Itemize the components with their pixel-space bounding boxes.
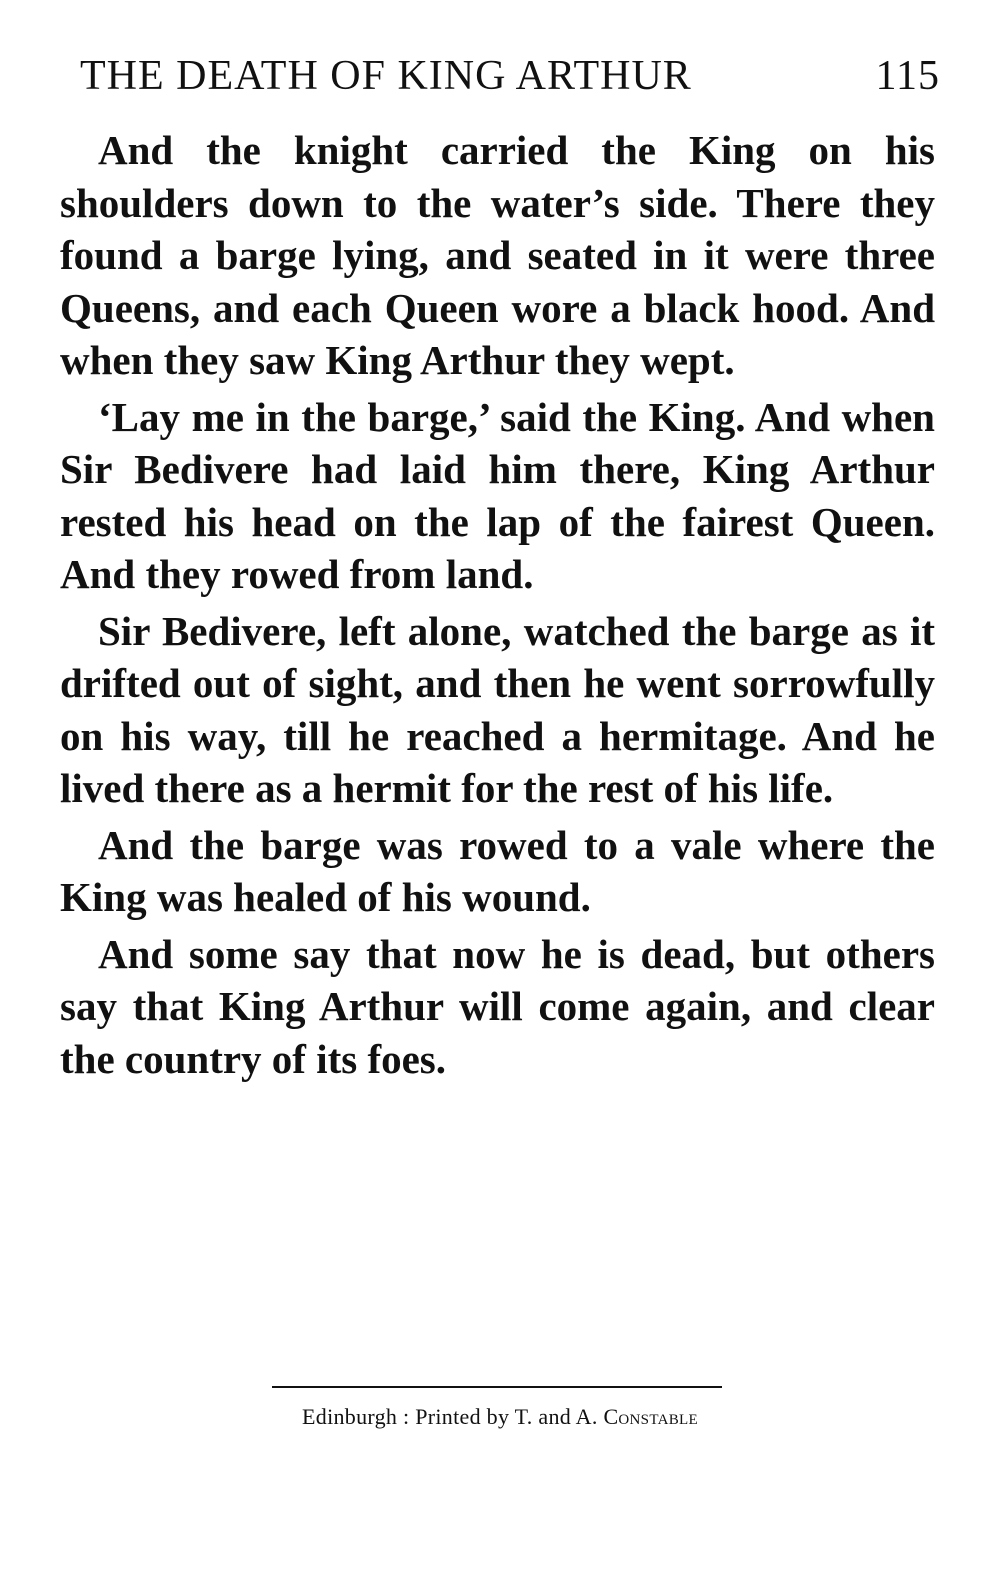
running-head (60, 52, 940, 108)
paragraph: And some say that now he is dead, but others say that King Arthur will come again, and clear the country of its foes. (60, 930, 935, 1082)
paragraph: And the barge was rowed to a vale where the King was healed of his wound. (60, 821, 935, 920)
paragraph: And the knight carried the King on his shoulders down to the water’s side. There they found a barge lying, and seated in it were three Queens, and each Queen wore a black hood. And when they saw King Arthur they wept. (60, 127, 935, 383)
page-number: 115 (875, 53, 940, 99)
printer-imprint (0, 1404, 1000, 1430)
imprint-prefix: Edinburgh : Printed by T. and A. (302, 1404, 598, 1429)
paragraph: Sir Bedivere, left alone, watched the barge as it drifted out of sight, and then he went sorrowfully on his way, till he reached a hermitage. And he lived there as a hermit for the rest of his life. (60, 607, 935, 811)
imprint-printer-name: Constable (603, 1404, 698, 1429)
body-text (60, 124, 935, 1089)
imprint-rule (272, 1386, 722, 1388)
chapter-title: THE DEATH OF KING ARTHUR (80, 53, 692, 99)
paragraph: ‘Lay me in the barge,’ said the King. And when Sir Bedivere had laid him there, King Arthur rested his head on the lap of the fairest Queen. And they rowed from land. (60, 393, 935, 597)
